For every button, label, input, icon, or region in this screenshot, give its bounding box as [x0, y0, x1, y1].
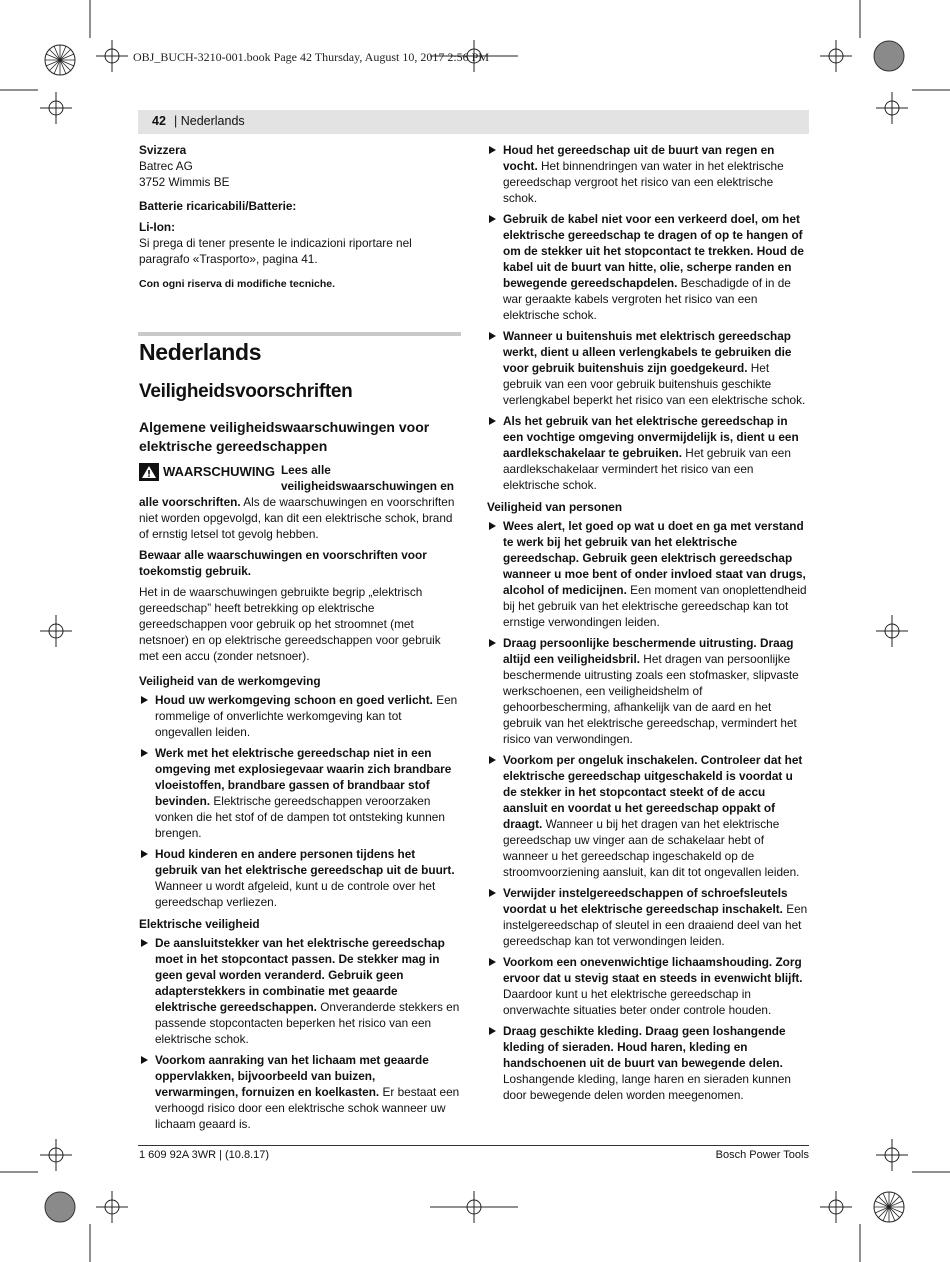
list-item: Houd uw werkomgeving schoon en goed verlicht. Een rommelige of onverlichte werkomgeving kan tot ongevallen leiden.	[139, 692, 461, 740]
bullet-arrow-icon	[489, 522, 496, 530]
bullet-arrow-icon	[489, 215, 496, 223]
list-item: Als het gebruik van het elektrische gereedschap in een vochtige omgeving onvermijdelijk is, dient u een aardlekschakelaar te gebruiken. Het gebruik van een aardlekschakelaar vermindert het risico van een elektrische schok.	[487, 413, 809, 493]
list-item: Houd kinderen en andere personen tijdens het gebruik van het elektrische gereedschap uit de buurt. Wanneer u wordt afgeleid, kunt u de controle over het gereedschap verliezen.	[139, 846, 461, 910]
warning-label: WAARSCHUWING	[139, 463, 275, 481]
list-item: Houd het gereedschap uit de buurt van regen en vocht. Het binnendringen van water in het elektrische gereedschap vergroot het risico van een elektrische schok.	[487, 142, 809, 206]
bullet-arrow-icon	[141, 696, 148, 704]
bullet-arrow-icon	[489, 332, 496, 340]
reserve-note: Con ogni riserva di modifiche tecniche.	[139, 278, 336, 290]
list-item: Werk met het elektrische gereedschap niet in een omgeving met explosiegevaar waarin zich brandbare vloeistoffen, brandbare gassen of brandbaar stof bevinden. Elektrische gereedschappen veroorzaken vonken die het stof of de dampen tot ontsteking kunnen brengen.	[139, 745, 461, 841]
page-header-bar	[138, 110, 809, 134]
footer-rule	[138, 1145, 809, 1146]
list-item: Wanneer u buitenshuis met elektrisch gereedschap werkt, dient u alleen verlengkabels te gebruiken die voor gebruik buitenshuis zijn goedgekeurd. Het gebruik van een voor gebruik buitenshuis geschikte verlengkabel beperkt het risico van een elektrische schok.	[487, 328, 809, 408]
bullet-arrow-icon	[489, 639, 496, 647]
list-item: Gebruik de kabel niet voor een verkeerd doel, om het elektrische gereedschap te dragen of op te hangen of om de stekker uit het stopcontact te trekken. Houd de kabel uit de buurt van hitte, olie, scherpe randen en bewegende gereedschapdelen. Beschadigde of in de war geraakte kabels vergroten het risico van een elektrische schok.	[487, 211, 809, 323]
list-item: De aansluitstekker van het elektrische gereedschap moet in het stopcontact passen. De stekker mag in geen geval worden veranderd. Gebruik geen adapterstekkers in combinatie met geaarde elektrische gereedschappen. Onveranderde stekkers en passende stopcontacten beperken het risico van een elektrische schok.	[139, 935, 461, 1047]
left-column-main	[139, 338, 461, 1137]
address-line: Batrec AG	[139, 159, 193, 173]
list-item: Verwijder instelgereedschappen of schroefsleutels voordat u het elektrische gereedschap inschakelt. Een instelgereedschap of sleutel in een draaiend deel van het gereedschap kan tot verwondingen leiden.	[487, 885, 809, 949]
list-item: Draag persoonlijke beschermende uitrusting. Draag altijd een veiligheidsbril. Het dragen van persoonlijke beschermende uitrusting zoals een stofmasker, slipvaste werkschoenen, een veiligheidshelm of gehoorbescherming, afhankelijk van de aard en het gebruik van het elektrische gereedschap, vermindert het risico van verwondingen.	[487, 635, 809, 747]
bullet-arrow-icon	[141, 850, 148, 858]
subsection-heading-electrical: Elektrische veiligheid	[139, 917, 260, 931]
page-title: Nederlands	[139, 339, 262, 365]
list-item: Voorkom per ongeluk inschakelen. Controleer dat het elektrische gereedschap uitgeschakeld is voordat u de stekker in het stopcontact steekt of de accu aansluit en voordat u het gereedschap oppakt of draagt. Wanneer u bij het dragen van het elektrische gereedschap uw vinger aan de schakelaar hebt of wanneer u het gereedschap ingeschakeld op de stroomvoorziening aansluit, kan dit tot ongevallen leiden.	[487, 752, 809, 880]
page-number: 42	[152, 114, 166, 128]
left-column-top	[139, 142, 461, 292]
footer-code: 1 609 92A 3WR | (10.8.17)	[139, 1149, 270, 1161]
subsection-title: Algemene veiligheidswaarschuwingen voor elektrische gereedschappen	[139, 419, 430, 454]
grey-target-mark	[45, 1192, 75, 1222]
bullet-arrow-icon	[489, 958, 496, 966]
bullet-arrow-icon	[489, 417, 496, 425]
book-header: OBJ_BUCH-3210-001.book Page 42 Thursday, August 10, 2017 2:56 PM	[133, 50, 490, 64]
keep-instructions: Bewaar alle waarschuwingen en voorschriften voor toekomstig gebruik.	[139, 548, 427, 578]
list-item: Voorkom een onevenwichtige lichaamshouding. Zorg ervoor dat u stevig staat en steeds in evenwicht blijft. Daardoor kunt u het elektrische gereedschap in onverwachte situaties beter onder controle houden.	[487, 954, 809, 1018]
electrical-safety-list	[139, 935, 461, 1132]
section-title: Veiligheidsvoorschriften	[139, 381, 353, 402]
bullet-arrow-icon	[489, 1027, 496, 1035]
grey-target-mark	[874, 41, 904, 71]
section-rule	[138, 332, 461, 336]
bullet-arrow-icon	[141, 1056, 148, 1064]
liion-heading: Li-Ion:	[139, 220, 176, 234]
work-safety-list	[139, 692, 461, 910]
bullet-arrow-icon	[489, 756, 496, 764]
liion-text: Si prega di tener presente le indicazioni riportare nel paragrafo «Trasporto», pagina 41.	[139, 236, 412, 266]
bullet-arrow-icon	[489, 889, 496, 897]
battery-heading: Batterie ricaricabili/Batterie:	[139, 199, 297, 213]
term-definition: Het in de waarschuwingen gebruikte begrip „elektrisch gereedschap” heeft betrekking op elektrische gereedschappen voor gebruik op het stroomnet (met netsnoer) en op elektrische gereedschappen voor gebruik met een accu (zonder netsnoer).	[139, 585, 441, 663]
bullet-arrow-icon	[489, 146, 496, 154]
warning-paragraph: WAARSCHUWING Lees alle veiligheidswaarschuwingen en alle voorschriften. Als de waarschuwingen en voorschriften niet worden opgevolgd, kan dit een elektrische schok, brand of ernstig letsel tot gevolg hebben.	[139, 463, 455, 541]
address-line: 3752 Wimmis BE	[139, 175, 230, 189]
electrical-safety-list-cont	[487, 142, 809, 493]
list-item: Draag geschikte kleding. Draag geen loshangende kleding of sieraden. Houd haren, kleding en handschoenen uit de buurt van bewegende delen. Loshangende kleding, lange haren en sieraden kunnen door bewegende delen worden meegenomen.	[487, 1023, 809, 1103]
bullet-arrow-icon	[141, 939, 148, 947]
subsection-heading-personal: Veiligheid van personen	[487, 500, 623, 514]
list-item: Voorkom aanraking van het lichaam met geaarde oppervlakken, bijvoorbeeld van buizen, verwarmingen, fornuizen en koelkasten. Er bestaat een verhoogd risico door een elektrische schok wanneer uw lichaam geaard is.	[139, 1052, 461, 1132]
country-heading: Svizzera	[139, 143, 187, 157]
personal-safety-list	[487, 518, 809, 1103]
right-column	[487, 142, 809, 1108]
footer-brand: Bosch Power Tools	[715, 1149, 809, 1161]
list-item: Wees alert, let goed op wat u doet en ga met verstand te werk bij het gebruik van het elektrische gereedschap. Gebruik geen elektrisch gereedschap wanneer u moe bent of onder invloed staat van drugs, alcohol of medicijnen. Een moment van onoplettendheid bij het gebruik van het elektrische gereedschap kan tot ernstige verwondingen leiden.	[487, 518, 809, 630]
header-language: | Nederlands	[174, 114, 245, 128]
bullet-arrow-icon	[141, 749, 148, 757]
subsection-heading-work: Veiligheid van de werkomgeving	[139, 674, 321, 688]
warning-triangle-icon	[139, 463, 159, 481]
